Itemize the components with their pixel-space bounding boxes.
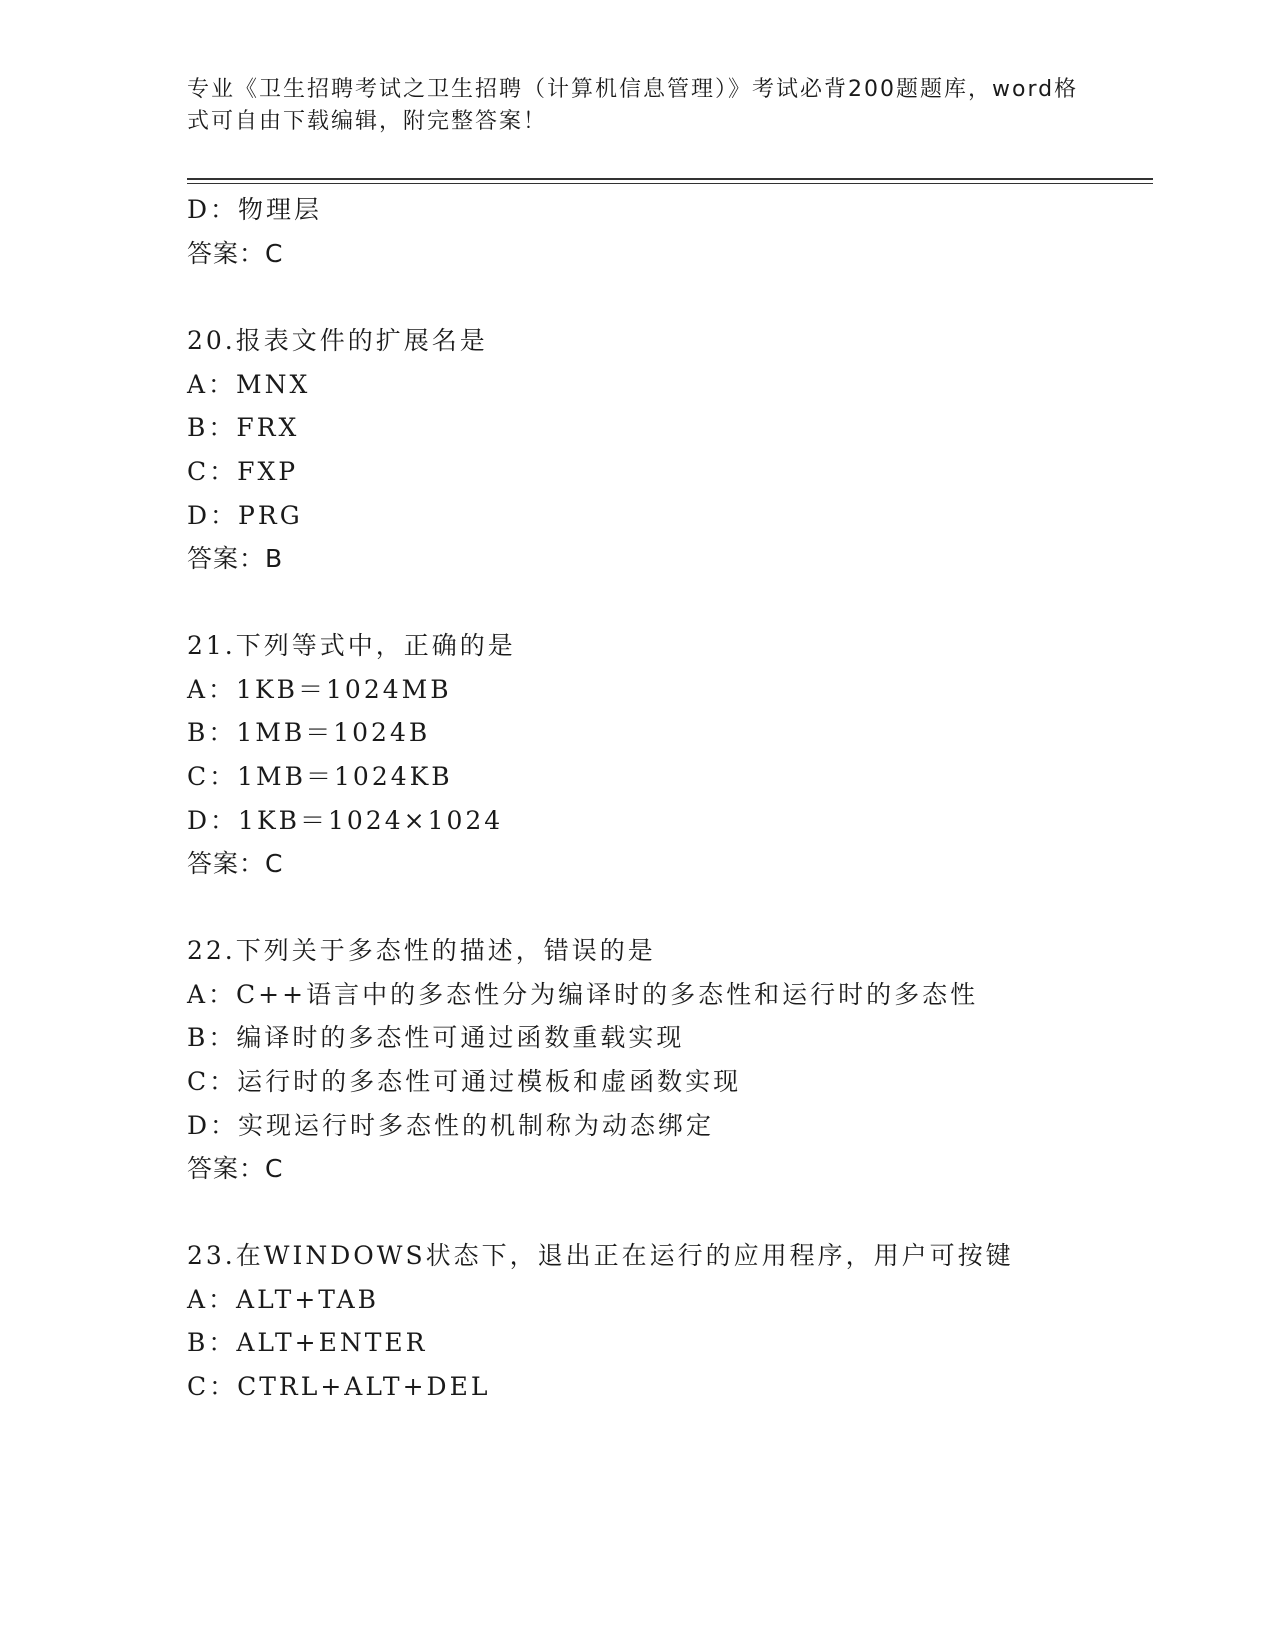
header-divider-thin (187, 183, 1153, 184)
prev-option-d: D：物理层 (187, 195, 323, 224)
q22-answer: 答案：C (187, 1154, 284, 1183)
q20-answer: 答案：B (187, 544, 284, 573)
q23-option-b: B：ALT+ENTER (187, 1328, 428, 1357)
q20-option-c: C：FXP (187, 457, 299, 486)
document-header: 专业《卫生招聘考试之卫生招聘（计算机信息管理）》考试必背200题题库，word格式可自由下载编辑，附完整答案！ (187, 77, 1079, 134)
q21-question: 21.下列等式中，正确的是 (187, 631, 516, 660)
q22-question: 22.下列关于多态性的描述，错误的是 (187, 936, 656, 965)
q23-option-a: A：ALT+TAB (187, 1285, 380, 1314)
q21-answer: 答案：C (187, 849, 284, 878)
q21-option-c: C：1MB＝1024KB (187, 762, 453, 791)
q21-option-a: A：1KB＝1024MB (187, 675, 452, 704)
q22-option-c: C：运行时的多态性可通过模板和虚函数实现 (187, 1067, 742, 1096)
q22-option-d: D：实现运行时多态性的机制称为动态绑定 (187, 1111, 715, 1140)
q22-option-b: B：编译时的多态性可通过函数重载实现 (187, 1023, 685, 1052)
q21-option-b: B：1MB＝1024B (187, 718, 431, 747)
q22-option-a: A：C++语言中的多态性分为编译时的多态性和运行时的多态性 (187, 980, 979, 1009)
q23-question: 23.在WINDOWS状态下，退出正在运行的应用程序，用户可按键 (187, 1241, 1014, 1270)
q20-question: 20.报表文件的扩展名是 (187, 326, 488, 355)
q21-option-d: D：1KB＝1024×1024 (187, 806, 504, 835)
header-divider-thick (187, 178, 1153, 180)
q20-option-d: D：PRG (187, 501, 303, 530)
q20-option-b: B：FRX (187, 413, 300, 442)
prev-answer: 答案：C (187, 239, 284, 268)
q23-option-c: C：CTRL+ALT+DEL (187, 1372, 491, 1401)
q20-option-a: A：MNX (187, 370, 311, 399)
